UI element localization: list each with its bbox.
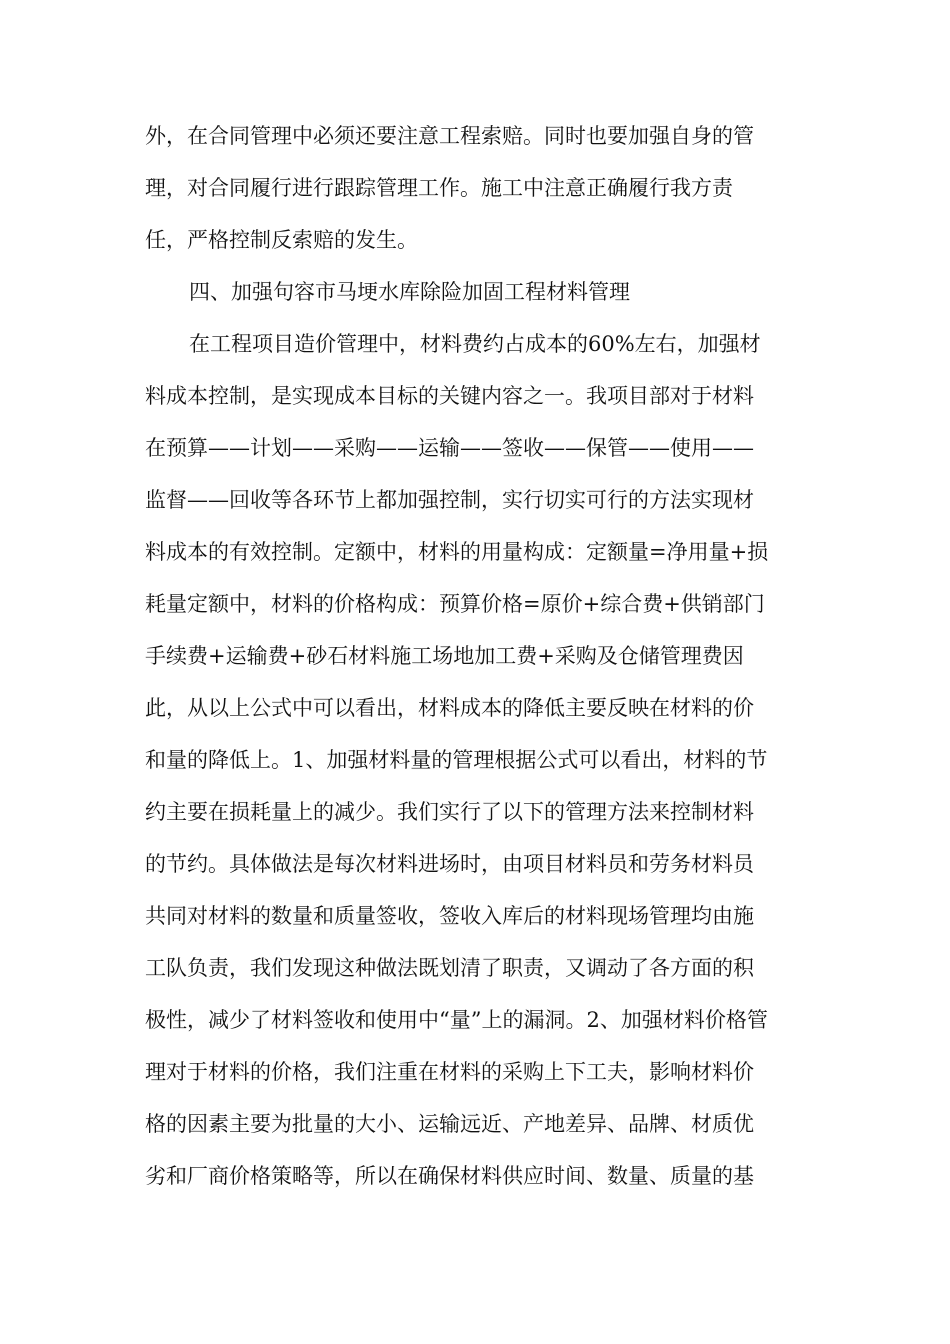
text-line: 手续费+运输费+砂石材料施工场地加工费+采购及仓储管理费因 (145, 644, 744, 668)
section-heading: 四、加强句容市马埂水库除险加固工程材料管理 (189, 280, 630, 304)
text-line: 料成本的有效控制。定额中，材料的用量构成：定额量=净用量+损 (145, 540, 769, 564)
text-line: 此，从以上公式中可以看出，材料成本的降低主要反映在材料的价 (145, 696, 754, 720)
text-line: 约主要在损耗量上的减少。我们实行了以下的管理方法来控制材料 (145, 800, 754, 824)
text-line: 工队负责，我们发现这种做法既划清了职责，又调动了各方面的积 (145, 956, 754, 980)
text-line: 和量的降低上。1、加强材料量的管理根据公式可以看出，材料的节 (145, 748, 768, 772)
text-line: 的节约。具体做法是每次材料进场时，由项目材料员和劳务材料员 (145, 852, 754, 876)
text-line: 理对于材料的价格，我们注重在材料的采购上下工夫，影响材料价 (145, 1060, 754, 1084)
text-line: 外，在合同管理中必须还要注意工程索赔。同时也要加强自身的管 (145, 124, 754, 148)
text-line: 共同对材料的数量和质量签收，签收入库后的材料现场管理均由施 (145, 904, 754, 928)
text-line: 极性，减少了材料签收和使用中“量”上的漏洞。2、加强材料价格管 (145, 1008, 768, 1032)
text-line: 任，严格控制反索赔的发生。 (145, 228, 418, 252)
document-body (145, 110, 815, 1202)
text-line: 监督——回收等各环节上都加强控制，实行切实可行的方法实现材 (145, 488, 754, 512)
paragraph-contract-management (145, 110, 815, 266)
text-line: 理，对合同履行进行跟踪管理工作。施工中注意正确履行我方责 (145, 176, 733, 200)
text-line: 在工程项目造价管理中，材料费约占成本的60%左右，加强材 (189, 332, 761, 356)
text-line: 劣和厂商价格策略等，所以在确保材料供应时间、数量、质量的基 (145, 1164, 754, 1188)
text-line: 在预算——计划——采购——运输——签收——保管——使用—— (145, 436, 754, 460)
paragraph-material-management (145, 318, 815, 1202)
text-line: 料成本控制，是实现成本目标的关键内容之一。我项目部对于材料 (145, 384, 754, 408)
text-line: 格的因素主要为批量的大小、运输远近、产地差异、品牌、材质优 (145, 1112, 754, 1136)
text-line: 耗量定额中，材料的价格构成：预算价格=原价+综合费+供销部门 (145, 592, 765, 616)
